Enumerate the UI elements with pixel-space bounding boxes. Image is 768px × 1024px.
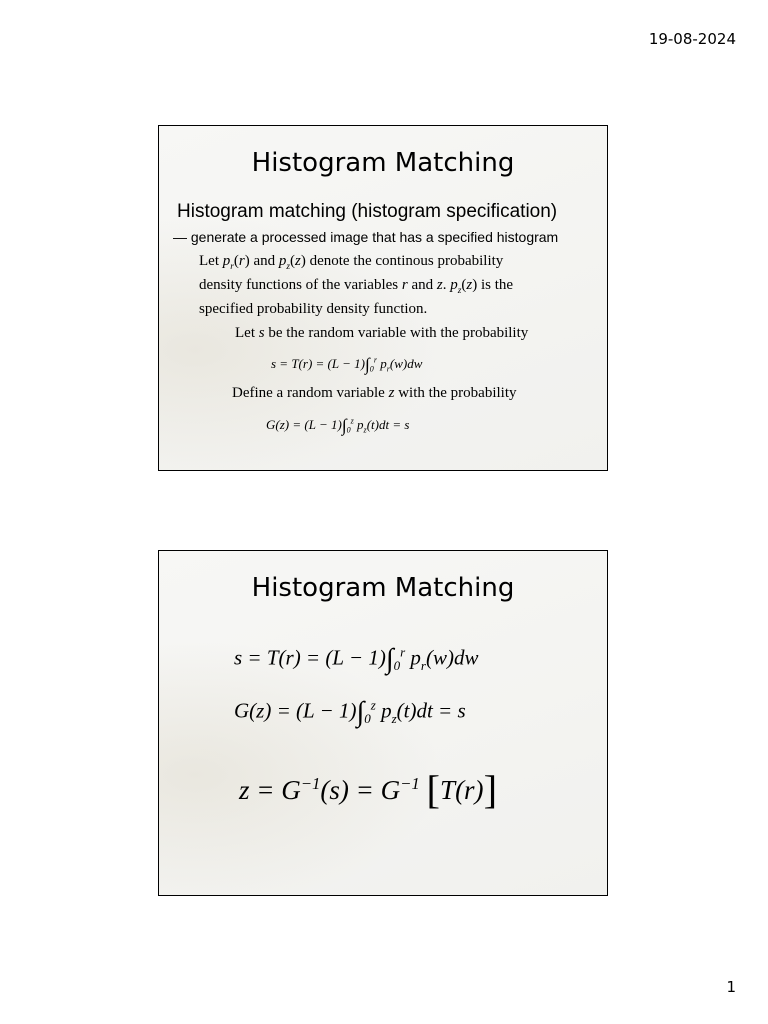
- body-line-5: Define a random variable z with the probability: [232, 385, 517, 401]
- equation-s-transform: $s = T(r) = (L - 1)\int_0^r$ $p_r(w)dw$: [234, 644, 479, 675]
- equation-s-transform: $s = T(r) = (L - 1)\int_0^r$ $p_r(w)dw$: [271, 354, 423, 374]
- equation-g-transform: $G(z) = (L - 1)\int_0^z$ $p_z(t)dt = s$: [266, 415, 410, 435]
- body-line-3: specified probability density function.: [199, 301, 428, 317]
- slide-1: [158, 125, 608, 471]
- equation-inverse: $z = G^{-1}(s) = G^{-1}$ [T(r)]: [239, 767, 498, 812]
- body-line-4: Let s be the random variable with the probability: [235, 325, 529, 341]
- page-date: 19-08-2024: [648, 30, 736, 48]
- body-line-2: density functions of the variables r and z. $p_z(z)$ is the: [199, 277, 514, 296]
- slide-2: [158, 550, 608, 896]
- equation-g-transform: $G(z) = (L - 1)\int_0^z$ $p_z(t)dt = s$: [234, 697, 466, 728]
- slide-title: Histogram Matching: [251, 573, 515, 603]
- slide-subheading: Histogram matching (histogram specification): [177, 201, 558, 222]
- page-number: 1: [726, 978, 736, 996]
- slide-dash-line: — generate a processed image that has a specified histogram: [173, 229, 559, 245]
- body-line-1: Let $p_r(r)$ and $p_z(z)$ denote the continous probability: [199, 253, 504, 272]
- slide-title: Histogram Matching: [251, 148, 515, 178]
